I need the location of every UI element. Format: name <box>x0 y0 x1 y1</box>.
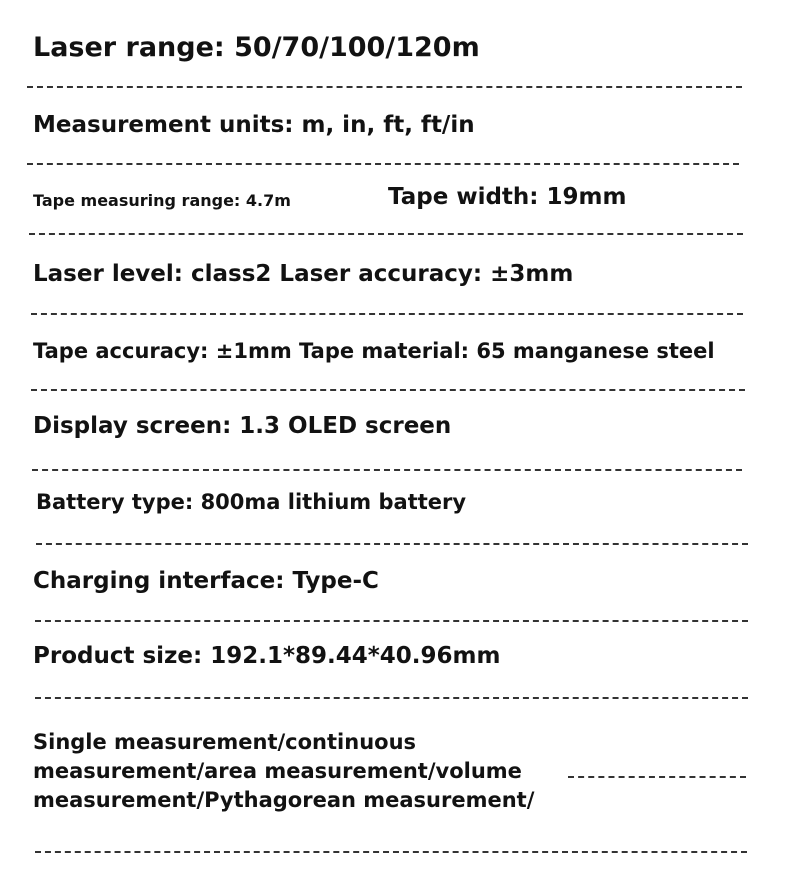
divider <box>31 313 743 315</box>
product-size-text: Product size: 192.1*89.44*40.96mm <box>33 643 501 669</box>
modes-line-3: measurement/Pythagorean measurement/ <box>33 788 535 812</box>
divider <box>31 389 745 391</box>
divider <box>568 776 746 778</box>
measurement-units-text: Measurement units: m, in, ft, ft/in <box>33 112 475 138</box>
tape-width-text: Tape width: 19mm <box>388 184 627 210</box>
tape-accuracy-material-text: Tape accuracy: ±1mm Tape material: 65 manganese steel <box>33 339 715 363</box>
divider <box>35 697 748 699</box>
laser-level-accuracy-text: Laser level: class2 Laser accuracy: ±3mm <box>33 261 574 287</box>
divider <box>29 233 743 235</box>
divider <box>27 86 742 88</box>
laser-range-text: Laser range: 50/70/100/120m <box>33 32 480 63</box>
divider <box>27 163 739 165</box>
display-screen-text: Display screen: 1.3 OLED screen <box>33 413 452 439</box>
divider <box>32 469 742 471</box>
divider <box>35 620 748 622</box>
divider <box>35 851 747 853</box>
battery-type-text: Battery type: 800ma lithium battery <box>36 490 467 514</box>
tape-range-text: Tape measuring range: 4.7m <box>33 191 291 210</box>
charging-interface-text: Charging interface: Type-C <box>33 568 379 594</box>
modes-line-1: Single measurement/continuous <box>33 730 417 754</box>
divider <box>36 543 748 545</box>
modes-line-2: measurement/area measurement/volume <box>33 759 522 783</box>
